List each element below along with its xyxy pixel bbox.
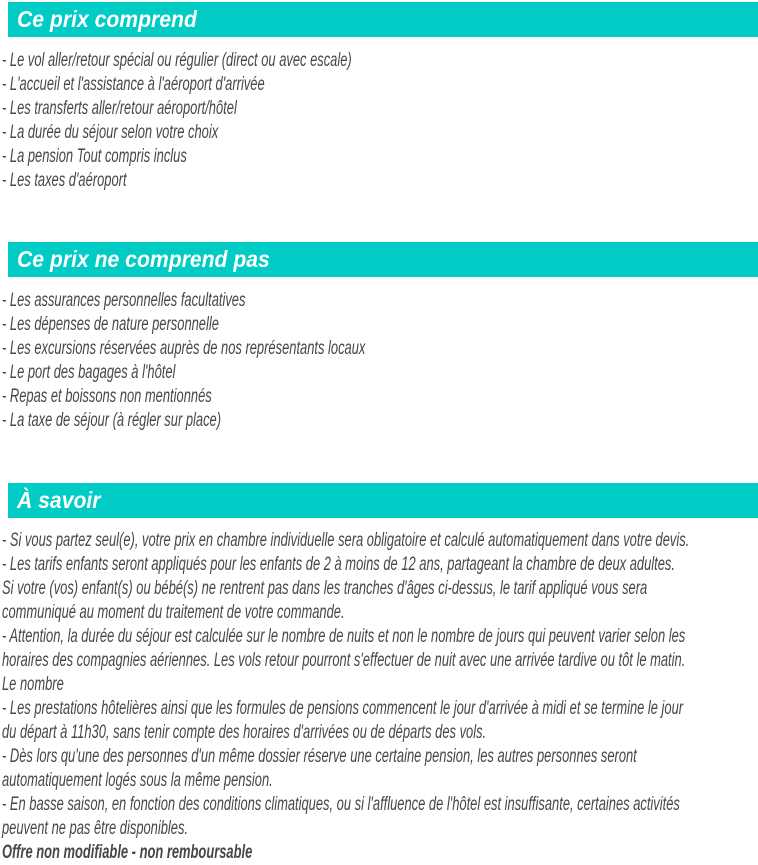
info-line: automatiquement logés sous la même pension.: [2, 770, 273, 791]
excluded-item: - Les dépenses de nature personnelle: [2, 314, 219, 335]
section-title-price-excludes: Ce prix ne comprend pas: [17, 246, 270, 272]
included-item: - Les taxes d'aéroport: [2, 170, 127, 191]
excluded-item: - Les excursions réservées auprès de nos représentants locaux: [2, 338, 366, 359]
info-line: - Attention, la durée du séjour est calculée sur le nombre de nuits et non le nombre de jours qui peuvent varier selon les: [2, 626, 686, 647]
info-line: du départ à 11h30, sans tenir compte des horaires d'arrivées ou de départs des vols.: [2, 722, 487, 743]
info-line: Le nombre: [2, 674, 64, 695]
info-line: - Les prestations hôtelières ainsi que les formules de pensions commencent le jour d'arrivée à midi et se termine le jour: [2, 698, 684, 719]
included-item: - Le vol aller/retour spécial ou régulier (direct ou avec escale): [2, 50, 352, 71]
info-line: - Dès lors qu'une des personnes d'un même dossier réserve une certaine pension, les autres personnes seront: [2, 746, 637, 767]
section-header-price-excludes: [8, 242, 758, 277]
included-item: - Les transferts aller/retour aéroport/hôtel: [2, 98, 237, 119]
info-line: - Si vous partez seul(e), votre prix en chambre individuelle sera obligatoire et calculé automatiquement dans votre devis.: [2, 530, 690, 551]
section-header-price-includes: [8, 2, 758, 37]
included-item: - La pension Tout compris inclus: [2, 146, 187, 167]
info-line: - Les tarifs enfants seront appliqués pour les enfants de 2 à moins de 12 ans, partageant la chambre de deux adultes.: [2, 554, 675, 575]
footer-note: Offre non modifiable - non remboursable: [2, 842, 253, 863]
info-line: communiqué au moment du traitement de votre commande.: [2, 602, 345, 623]
excluded-item: - La taxe de séjour (à régler sur place): [2, 410, 222, 431]
section-header-to-know: [8, 483, 758, 518]
included-item: - La durée du séjour selon votre choix: [2, 122, 219, 143]
section-title-to-know: À savoir: [17, 487, 101, 513]
price-includes-list: [0, 49, 758, 193]
info-line: Si votre (vos) enfant(s) ou bébé(s) ne rentrent pas dans les tranches d'âges ci-dessus, le tarif appliqué vous sera: [2, 578, 648, 599]
info-line: peuvent ne pas être disponibles.: [2, 818, 189, 839]
included-item: - L'accueil et l'assistance à l'aéroport d'arrivée: [2, 74, 265, 95]
to-know-text: [0, 529, 758, 865]
price-excludes-list: [0, 289, 758, 433]
info-line: horaires des compagnies aériennes. Les vols retour pourront s'effectuer de nuit avec une arrivée tardive ou tôt le matin.: [2, 650, 686, 671]
excluded-item: - Le port des bagages à l'hôtel: [2, 362, 176, 383]
price-terms-page: [0, 2, 758, 865]
excluded-item: - Les assurances personnelles facultatives: [2, 290, 246, 311]
info-line: - En basse saison, en fonction des conditions climatiques, ou si l'affluence de l'hôtel est insuffisante, certaines activités: [2, 794, 680, 815]
excluded-item: - Repas et boissons non mentionnés: [2, 386, 212, 407]
section-title-price-includes: Ce prix comprend: [17, 6, 197, 32]
